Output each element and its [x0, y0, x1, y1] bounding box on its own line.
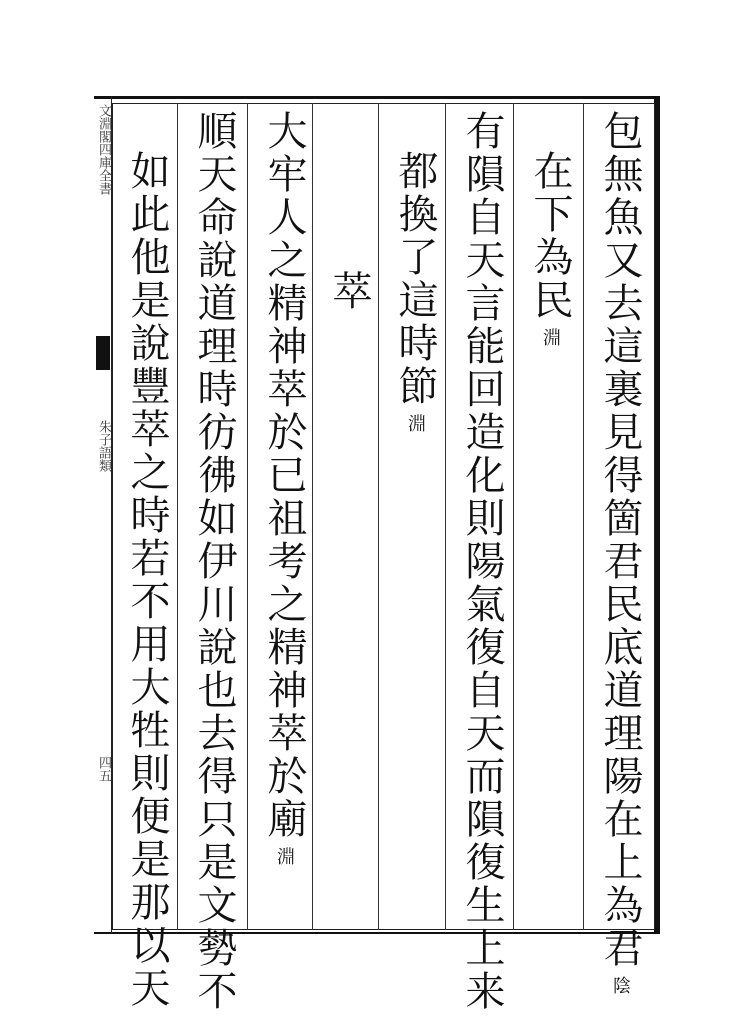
column-divider: [177, 103, 178, 930]
text-column-3: [455, 110, 509, 1019]
margin-top-label: 文淵閣四庫全書: [96, 104, 111, 195]
text-column-4: [388, 150, 442, 432]
margin-side-label: 朱子語類: [96, 420, 111, 472]
column-note: 淵: [540, 328, 561, 346]
fishtail-mark: [96, 336, 110, 370]
text-column-1: [593, 110, 647, 994]
text-column-2: [523, 150, 577, 346]
column-text: 在下為民: [527, 150, 573, 322]
column-text: 如此他是說豐萃之時若不用大牲則便是那以天: [124, 150, 170, 1010]
column-note: 陰: [610, 976, 631, 994]
column-text: 順天命說道理時彷彿如伊川說也去得只是文勢不: [191, 110, 237, 1013]
column-divider: [247, 103, 248, 930]
column-divider: [445, 103, 446, 930]
column-text: 包無魚又去這裏見得箇君民底道理陽在上為君: [597, 110, 643, 970]
column-text: 都換了這時節: [392, 150, 438, 408]
margin-folio: 四五: [96, 756, 111, 782]
text-column-6: [322, 270, 376, 313]
column-divider: [513, 103, 514, 930]
column-text: 大牢人之精神萃於已祖考之精神萃於廟: [261, 110, 307, 841]
text-column-9: [120, 150, 174, 1010]
column-heading: 萃: [326, 270, 372, 313]
column-divider: [312, 103, 313, 930]
column-note: 淵: [405, 414, 426, 432]
column-divider: [583, 103, 584, 930]
column-note: 淵: [274, 847, 295, 865]
text-column-8: [187, 110, 241, 1013]
text-column-7: [257, 110, 311, 865]
column-divider: [378, 103, 379, 930]
column-text: 有隕自天言能回造化則陽氣復自天而隕復生上来: [459, 110, 505, 1013]
